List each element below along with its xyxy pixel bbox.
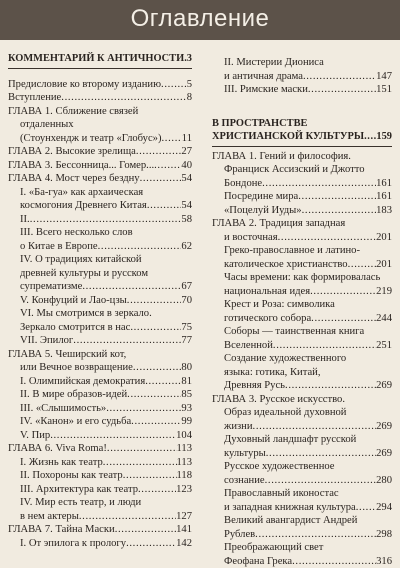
toc-entry-title: Рублев: [224, 528, 255, 542]
toc-entry[interactable]: [8, 307, 192, 321]
toc-page-number: 123: [176, 483, 192, 497]
toc-page-number: 280: [376, 474, 392, 488]
toc-page-number: 81: [181, 375, 192, 389]
toc-entry-title: (Стоунхендж и театр «Глобус»): [20, 132, 162, 146]
section-rule: [8, 68, 192, 69]
dot-leader: [133, 361, 182, 375]
toc-entry-title: Древняя Русь: [224, 379, 285, 393]
toc-entry[interactable]: [212, 190, 392, 204]
dot-leader: [310, 285, 376, 299]
dot-leader: [262, 177, 376, 191]
toc-entry[interactable]: [212, 555, 392, 568]
toc-entry[interactable]: [212, 298, 392, 312]
dot-leader: [273, 339, 376, 353]
toc-section-heading[interactable]: [212, 117, 392, 131]
toc-page-number: 113: [177, 442, 193, 456]
toc-entry[interactable]: [8, 388, 192, 402]
toc-entry[interactable]: [212, 83, 392, 97]
dot-leader: [50, 429, 176, 443]
dot-leader: [253, 420, 377, 434]
toc-entry-title: древней культуры и русском: [20, 267, 148, 281]
dot-leader: [145, 375, 181, 389]
toc-page-number: 80: [181, 361, 192, 375]
toc-entry-title: VII. Эпилог: [20, 334, 73, 348]
toc-entry-title: Вселенной: [224, 339, 273, 353]
toc-entry-title: Русское художественное: [224, 460, 335, 474]
toc-entry[interactable]: [212, 285, 392, 299]
toc-entry[interactable]: [8, 321, 192, 335]
toc-entry-title: и западная книжная культура: [224, 501, 356, 515]
toc-entry[interactable]: [212, 433, 392, 447]
toc-page-number: 151: [376, 83, 392, 97]
toc-entry-title: ГЛАВА 3. Русское искусство.: [212, 393, 345, 407]
toc-entry[interactable]: [8, 267, 192, 281]
toc-entry-title: культуры: [224, 447, 266, 461]
dot-leader: [303, 70, 376, 84]
toc-page-number: 62: [181, 240, 192, 254]
toc-page-number: 104: [176, 429, 192, 443]
toc-entry[interactable]: [212, 420, 392, 434]
toc-entry-title: о Китае в Европе: [20, 240, 98, 254]
toc-entry[interactable]: [8, 537, 192, 551]
toc-entry-title: Посредине мира: [224, 190, 298, 204]
toc-page-number: 67: [181, 280, 192, 294]
toc-entry-title: или Вечное возвращение: [20, 361, 133, 375]
toc-page-number: 8: [187, 91, 192, 105]
toc-entry-title: «Поцелуй Иуды»: [224, 204, 302, 218]
toc-entry-title: ГЛАВА 1. Гений и философия.: [212, 150, 351, 164]
toc-entry[interactable]: [212, 56, 392, 70]
toc-entry-title: в нем актеры: [20, 510, 79, 524]
toc-entry-title: III. Архитектура как театр: [20, 483, 138, 497]
dot-leader: [147, 199, 182, 213]
toc-entry[interactable]: [8, 523, 192, 537]
toc-entry-title: Вступление: [8, 91, 61, 105]
toc-entry[interactable]: [8, 402, 192, 416]
toc-entry-title: III. Всего несколько слов: [20, 226, 133, 240]
toc-page-number: 219: [376, 285, 392, 299]
toc-page-number: 93: [181, 402, 192, 416]
dot-leader: [364, 130, 376, 144]
toc-entry-title: ГЛАВА 2. Традиция западная: [212, 217, 345, 231]
toc-entry[interactable]: [8, 145, 192, 159]
toc-page-number: 269: [376, 447, 392, 461]
dot-leader: [82, 280, 181, 294]
toc-entry-title: Преображающий свет: [224, 541, 323, 555]
dot-leader: [106, 402, 181, 416]
toc-page-number: 11: [182, 132, 192, 146]
toc-page-number: 85: [181, 388, 192, 402]
toc-entry-title: и античная драма: [224, 70, 303, 84]
toc-page-number: 161: [376, 177, 392, 191]
toc-page-number: 201: [376, 231, 392, 245]
toc-page-number: 58: [181, 213, 192, 227]
dot-leader: [123, 469, 177, 483]
dot-leader: [278, 231, 377, 245]
toc-entry-title: Предисловие ко второму изданию: [8, 78, 161, 92]
toc-page-number: 27: [181, 145, 192, 159]
toc-page-number: 316: [376, 555, 392, 568]
toc-entry-title: католическое христианство: [224, 258, 348, 272]
dot-leader: [61, 91, 186, 105]
toc-page-number: 298: [376, 528, 392, 542]
toc-entry-title: III. Римские маски: [224, 83, 308, 97]
toc-page-number: 99: [181, 415, 192, 429]
toc-right-column: [212, 56, 392, 568]
dot-leader: [73, 334, 181, 348]
dot-leader: [126, 537, 176, 551]
toc-page-number: 269: [376, 420, 392, 434]
dot-leader: [138, 483, 176, 497]
toc-entry[interactable]: [8, 91, 192, 105]
dot-leader: [127, 294, 182, 308]
toc-entry[interactable]: [212, 150, 392, 164]
toc-page-number: 3: [187, 52, 192, 66]
toc-entry[interactable]: [212, 406, 392, 420]
toc-page-number: 113: [177, 456, 193, 470]
toc-entry-title: Соборы — таинственная книга: [224, 325, 364, 339]
toc-page-number: 70: [181, 294, 192, 308]
toc-entry-title: ГЛАВА 4. Мост через бездну: [8, 172, 140, 186]
toc-entry[interactable]: [8, 294, 192, 308]
dot-leader: [162, 132, 182, 146]
toc-entry[interactable]: [8, 496, 192, 510]
toc-entry-title: V. Пир: [20, 429, 50, 443]
toc-page-number: 5: [187, 78, 192, 92]
toc-entry-title: ГЛАВА 3. Бессонница... Гомер...: [8, 159, 154, 173]
toc-entry-title: IV. «Канон» и его судьба: [20, 415, 131, 429]
toc-page-number: 141: [176, 523, 192, 537]
toc-entry-title: В ПРОСТРАНСТВЕ: [212, 117, 307, 131]
toc-entry[interactable]: [8, 118, 192, 132]
toc-entry-title: IV. Мир есть театр, и люди: [20, 496, 141, 510]
dot-leader: [154, 159, 181, 173]
toc-entry[interactable]: [8, 429, 192, 443]
dot-leader: [136, 145, 182, 159]
toc-section-heading[interactable]: [212, 130, 392, 144]
toc-entry[interactable]: [212, 352, 392, 366]
toc-entry-title: Бондоне: [224, 177, 262, 191]
toc-entry-title: Духовный ландшафт русской: [224, 433, 356, 447]
dot-leader: [130, 321, 181, 335]
toc-entry-title: II. Похороны как театр: [20, 469, 123, 483]
dot-leader: [302, 204, 377, 218]
dot-leader: [265, 474, 377, 488]
toc-entry-title: II. В мире образов-идей: [20, 388, 127, 402]
dot-leader: [266, 447, 376, 461]
toc-entry-title: Феофана Грека: [224, 555, 292, 568]
toc-entry[interactable]: [8, 375, 192, 389]
toc-entry[interactable]: [212, 258, 392, 272]
toc-entry[interactable]: [212, 325, 392, 339]
toc-entry-title: КОММЕНТАРИЙ К АНТИЧНОСТИ: [8, 52, 184, 66]
toc-entry[interactable]: [8, 415, 192, 429]
toc-page-number: 183: [376, 204, 392, 218]
toc-entry-title: ГЛАВА 5. Чеширский кот,: [8, 348, 126, 362]
dot-leader: [127, 388, 181, 402]
toc-entry[interactable]: [212, 312, 392, 326]
toc-section-heading[interactable]: [8, 52, 192, 66]
toc-entry[interactable]: [212, 541, 392, 555]
dot-leader: [107, 442, 177, 456]
dot-leader: [115, 523, 176, 537]
toc-entry[interactable]: [212, 379, 392, 393]
toc-entry-title: ГЛАВА 2. Высокие зрелища: [8, 145, 136, 159]
toc-entry[interactable]: [212, 366, 392, 380]
toc-entry-title: космогония Древнего Китая: [20, 199, 147, 213]
toc-entry-title: отдаленных: [20, 118, 74, 132]
toc-entry[interactable]: [8, 280, 192, 294]
toc-entry[interactable]: [212, 244, 392, 258]
toc-entry[interactable]: [212, 474, 392, 488]
toc-entry[interactable]: [212, 460, 392, 474]
toc-entry-title: и восточная: [224, 231, 278, 245]
toc-entry-title: I. Олимпийская демократия: [20, 375, 145, 389]
toc-entry-title: национальная идея: [224, 285, 310, 299]
toc-page-number: 244: [376, 312, 392, 326]
toc-page-number: 269: [376, 379, 392, 393]
toc-entry-title: Часы времени: как формировалась: [224, 271, 380, 285]
dot-leader: [131, 415, 181, 429]
dot-leader: [348, 258, 377, 272]
spacer: [212, 97, 392, 107]
toc-entry-title: VI. Мы смотримся в зеркало.: [20, 307, 152, 321]
toc-entry[interactable]: [212, 447, 392, 461]
toc-page-number: 118: [177, 469, 193, 483]
toc-entry[interactable]: [8, 334, 192, 348]
toc-entry-title: супрематизме: [20, 280, 82, 294]
toc-page-number: 147: [376, 70, 392, 84]
toc-page-number: 54: [181, 199, 192, 213]
dot-leader: [311, 312, 376, 326]
dot-leader: [298, 190, 376, 204]
dot-leader: [308, 83, 376, 97]
dot-leader: [356, 501, 376, 515]
toc-page-number: 159: [376, 130, 392, 144]
toc-entry[interactable]: [212, 393, 392, 407]
dot-leader: [255, 528, 376, 542]
toc-entry-title: Православный иконостас: [224, 487, 339, 501]
toc-page-number: 201: [376, 258, 392, 272]
toc-entry[interactable]: [212, 70, 392, 84]
dot-leader: [98, 240, 182, 254]
dot-leader: [79, 510, 176, 524]
toc-entry-title: I. «Ба-гуа» как архаическая: [20, 186, 143, 200]
toc-entry-title: Зеркало смотрится в нас: [20, 321, 130, 335]
toc-entry-title: сознание: [224, 474, 265, 488]
toc-page-number: 161: [376, 190, 392, 204]
dot-leader: [285, 379, 376, 393]
toc-entry[interactable]: [8, 213, 192, 227]
toc-page-number: 251: [376, 339, 392, 353]
toc-entry-title: III. «Слышимость»: [20, 402, 106, 416]
toc-entry[interactable]: [8, 510, 192, 524]
title-band: [0, 0, 400, 40]
toc-entry-title: Великий авангардист Андрей: [224, 514, 357, 528]
toc-entry[interactable]: [8, 186, 192, 200]
toc-entry[interactable]: [8, 442, 192, 456]
page-title: Оглавление: [0, 5, 400, 33]
toc-entry[interactable]: [8, 348, 192, 362]
toc-entry[interactable]: [212, 501, 392, 515]
dot-leader: [292, 555, 376, 568]
toc-entry[interactable]: [212, 163, 392, 177]
toc-entry[interactable]: [212, 271, 392, 285]
toc-entry-title: Создание художественного: [224, 352, 346, 366]
toc-entry-title: ГЛАВА 6. Viva Roma!: [8, 442, 107, 456]
toc-entry[interactable]: [212, 339, 392, 353]
toc-entry[interactable]: [212, 204, 392, 218]
dot-leader: [161, 78, 187, 92]
toc-entry[interactable]: [8, 253, 192, 267]
dot-leader: [30, 213, 182, 227]
toc-page-number: 142: [176, 537, 192, 551]
toc-page-number: 77: [181, 334, 192, 348]
dot-leader: [140, 172, 182, 186]
spacer: [212, 107, 392, 117]
toc-page-number: 294: [376, 501, 392, 515]
toc-left-column: [8, 52, 192, 550]
toc-entry-title: Образ идеальной духовной: [224, 406, 346, 420]
toc-entry-title: I. От эпилога к прологу: [20, 537, 126, 551]
toc-entry[interactable]: [8, 483, 192, 497]
toc-entry-title: I. Жизнь как театр: [20, 456, 103, 470]
toc-entry[interactable]: [8, 78, 192, 92]
toc-entry[interactable]: [212, 514, 392, 528]
toc-entry[interactable]: [8, 361, 192, 375]
toc-entry[interactable]: [212, 528, 392, 542]
toc-entry-title: ГЛАВА 1. Сближение связей: [8, 105, 138, 119]
toc-entry[interactable]: [8, 240, 192, 254]
toc-entry[interactable]: [212, 231, 392, 245]
toc-entry-title: ХРИСТИАНСКОЙ КУЛЬТУРЫ: [212, 130, 364, 144]
toc-entry[interactable]: [8, 199, 192, 213]
toc-entry[interactable]: [212, 217, 392, 231]
toc-page-number: 75: [181, 321, 192, 335]
toc-page-number: 127: [176, 510, 192, 524]
toc-entry-title: IV. О традициях китайской: [20, 253, 142, 267]
toc-entry-title: готического собора: [224, 312, 311, 326]
toc-entry-title: II.: [20, 213, 30, 227]
toc-entry-title: Крест и Роза: символика: [224, 298, 335, 312]
toc-page-number: 54: [181, 172, 192, 186]
toc-entry[interactable]: [8, 172, 192, 186]
dot-leader: [103, 456, 177, 470]
toc-entry[interactable]: [8, 226, 192, 240]
toc-entry-title: Греко-православное и латино-: [224, 244, 360, 258]
toc-entry[interactable]: [8, 159, 192, 173]
toc-entry-title: II. Мистерии Диониса: [224, 56, 324, 70]
toc-entry[interactable]: [8, 456, 192, 470]
section-rule: [212, 146, 392, 147]
toc-entry-title: жизни: [224, 420, 253, 434]
toc-entry[interactable]: [8, 469, 192, 483]
toc-entry[interactable]: [212, 177, 392, 191]
toc-entry-title: языка: готика, Китай,: [224, 366, 321, 380]
toc-entry[interactable]: [8, 105, 192, 119]
toc-entry-title: ГЛАВА 7. Тайна Маски: [8, 523, 115, 537]
toc-entry[interactable]: [8, 132, 192, 146]
toc-entry-title: V. Конфуций и Лао-цзы: [20, 294, 127, 308]
toc-entry[interactable]: [212, 487, 392, 501]
toc-entry-title: Франциск Ассизский и Джотто: [224, 163, 365, 177]
toc-page-number: 40: [181, 159, 192, 173]
